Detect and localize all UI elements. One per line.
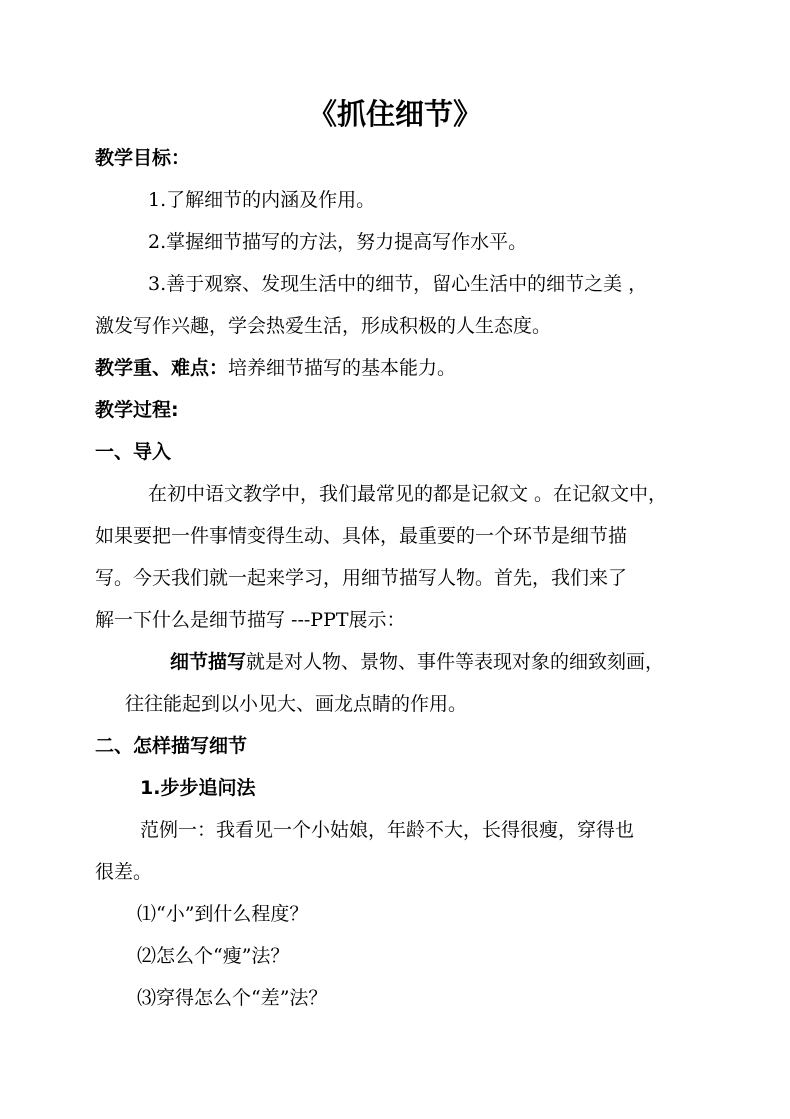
key-points-heading: 教学重、难点： — [95, 357, 229, 379]
document-title: 《抓住细节》 — [307, 97, 482, 131]
definition-term: 细节描写 — [170, 651, 247, 673]
intro-paragraph-line-3: 写。今天我们就一起来学习，用细节描写人物。首先，我们来了 — [95, 567, 628, 589]
method-1-heading: 1.步步追问法 — [140, 777, 256, 799]
question-1: ⑴“小”到什么程度？ — [137, 903, 309, 925]
section-2-heading: 二、怎样描写细节 — [95, 735, 248, 757]
objectives-heading: 教学目标： — [95, 147, 191, 169]
intro-paragraph-line-4: 解一下什么是细节描写 ---PPT展示： — [95, 609, 406, 631]
definition-line-2: 往往能起到以小见大、画龙点睛的作用。 — [125, 693, 468, 715]
objective-item-3-continued: 激发写作兴趣，学会热爱生活，形成积极的人生态度。 — [95, 315, 552, 337]
objective-item-3: 3.善于观察、发现生活中的细节，留心生活中的细节之美 ， — [148, 273, 648, 295]
definition-line-1 — [170, 650, 664, 674]
intro-paragraph-line-1: 在初中语文教学中，我们最常见的都是记叙文 。在记叙文中， — [148, 483, 668, 505]
objective-item-2: 2.掌握细节描写的方法，努力提高写作水平。 — [148, 231, 528, 253]
example-line-1: 范例一：我看见一个小姑娘，年龄不大，长得很瘦，穿得也 — [140, 819, 635, 841]
key-points — [95, 356, 456, 380]
example-line-2: 很差。 — [95, 861, 153, 883]
intro-paragraph-line-2: 如果要把一件事情变得生动、具体，最重要的一个环节是细节描 — [95, 525, 628, 547]
objective-item-1: 1.了解细节的内涵及作用。 — [148, 189, 376, 211]
question-3: ⑶穿得怎么个“差”法？ — [137, 987, 328, 1009]
process-heading: 教学过程: — [95, 399, 179, 421]
key-points-text: 培养细节描写的基本能力。 — [228, 357, 457, 379]
question-2: ⑵怎么个“瘦”法？ — [137, 945, 290, 967]
definition-text: 就是对人物、景物、事件等表现对象的细致刻画， — [246, 651, 665, 673]
section-1-heading: 一、导入 — [95, 441, 172, 463]
